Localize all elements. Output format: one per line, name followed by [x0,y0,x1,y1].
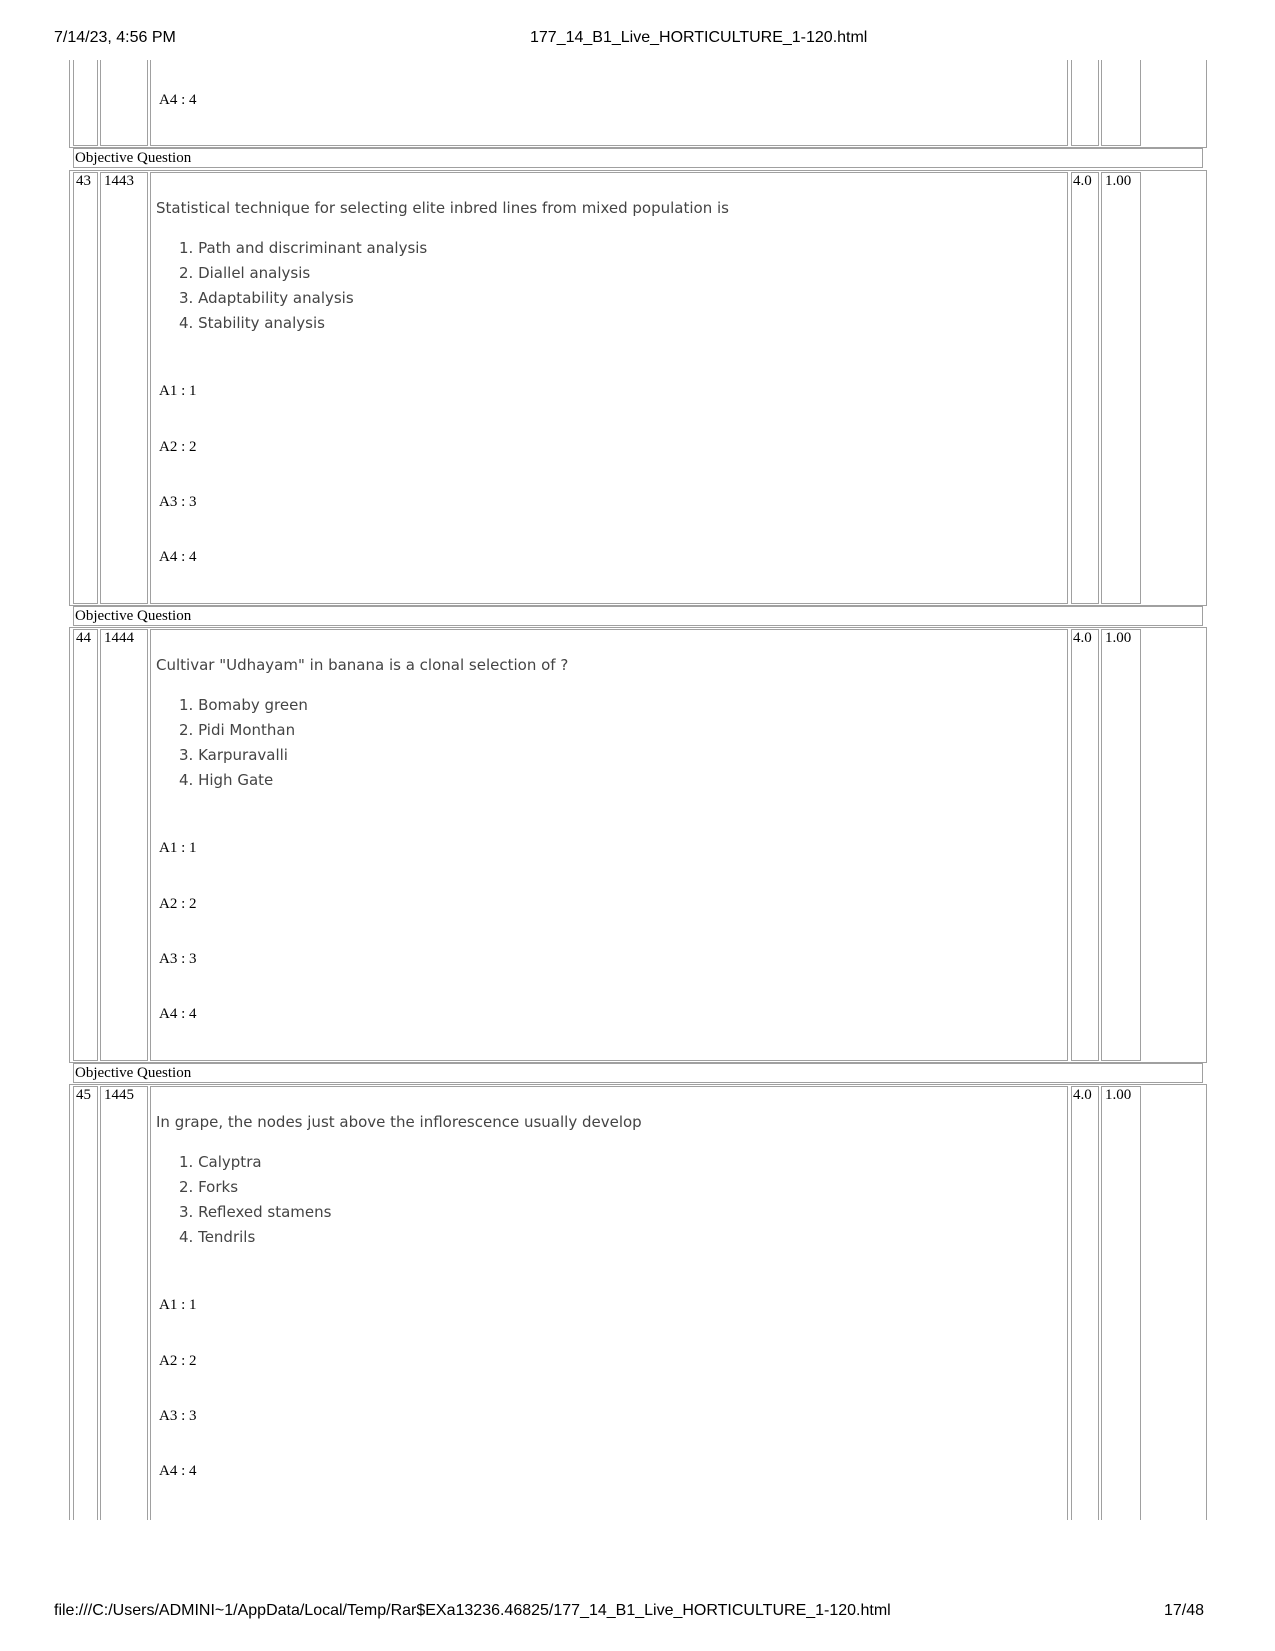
question-body-cell [150,1086,1068,1520]
option-item: 1. Path and discriminant analysis [179,239,428,257]
answer-line: A1 : 1 [159,840,197,856]
question-body-cell [150,629,1068,1061]
option-item: 1. Bomaby green [179,696,308,714]
print-file-title: 177_14_B1_Live_HORTICULTURE_1-120.html [530,29,868,46]
section-label: Objective Question [73,1063,1203,1083]
question-id-cell [100,172,148,604]
negative-marks-cell [1101,60,1141,146]
question-id-cell [100,60,148,146]
serial-cell [73,1086,98,1520]
answer-line: A1 : 1 [159,383,197,399]
serial-cell [73,629,98,1061]
marks-cell [1071,172,1099,604]
marks-value: 4.0 [1073,630,1092,646]
question-text: Statistical technique for selecting elite inbred lines from mixed population is [156,199,729,217]
negative-marks-cell [1101,1086,1141,1520]
answer-line: A3 : 3 [159,494,197,510]
option-list [179,693,308,793]
option-list [179,236,427,336]
question-body-cell [150,172,1068,604]
question-id-cell [100,629,148,1061]
answer-line: A3 : 3 [159,1408,197,1424]
answer-line: A2 : 2 [159,1353,197,1369]
option-item: 3. Adaptability analysis [179,289,354,307]
option-item: 4. Tendrils [179,1228,256,1246]
serial-number: 44 [76,630,91,646]
option-item: 3. Reflexed stamens [179,1203,332,1221]
answer-line: A4 : 4 [159,1463,197,1479]
marks-value: 4.0 [1073,173,1092,189]
answer-line: A4 : 4 [159,1006,197,1022]
answer-line: A3 : 3 [159,951,197,967]
print-datetime: 7/14/23, 4:56 PM [54,29,176,46]
option-item: 2. Forks [179,1178,239,1196]
question-id: 1444 [104,630,134,646]
option-item: 4. Stability analysis [179,314,325,332]
marks-cell [1071,629,1099,1061]
negative-marks-cell [1101,629,1141,1061]
section-label: Objective Question [73,148,1203,168]
serial-number: 45 [76,1087,91,1103]
serial-cell [73,60,98,146]
serial-cell [73,172,98,604]
print-page-number: 17/48 [1164,1602,1205,1619]
answer-line: A4 : 4 [159,549,197,565]
question-body-cell [150,60,1068,146]
serial-number: 43 [76,173,91,189]
option-list [179,1150,331,1250]
marks-cell [1071,1086,1099,1520]
option-item: 2. Diallel analysis [179,264,311,282]
question-text: In grape, the nodes just above the inflorescence usually develop [156,1113,642,1131]
negative-marks-cell [1101,172,1141,604]
question-id: 1443 [104,173,134,189]
question-text: Cultivar "Udhayam" in banana is a clonal selection of ? [156,656,569,674]
answer-line: A2 : 2 [159,439,197,455]
question-id-cell [100,1086,148,1520]
section-label: Objective Question [73,606,1203,626]
option-item: 4. High Gate [179,771,274,789]
question-id: 1445 [104,1087,134,1103]
answer-line: A2 : 2 [159,896,197,912]
marks-value: 4.0 [1073,1087,1092,1103]
option-item: 2. Pidi Monthan [179,721,296,739]
negative-marks-value: 1.00 [1105,173,1132,189]
negative-marks-value: 1.00 [1105,630,1132,646]
answer-line: A1 : 1 [159,1297,197,1313]
option-item: 3. Karpuravalli [179,746,288,764]
negative-marks-value: 1.00 [1105,1087,1132,1103]
print-file-path: file:///C:/Users/ADMINI~1/AppData/Local/Temp/Rar$EXa13236.46825/177_14_B1_Live_HORTICULTURE_1-120.html [54,1602,891,1619]
answer-line: A4 : 4 [159,92,197,108]
option-item: 1. Calyptra [179,1153,262,1171]
marks-cell [1071,60,1099,146]
